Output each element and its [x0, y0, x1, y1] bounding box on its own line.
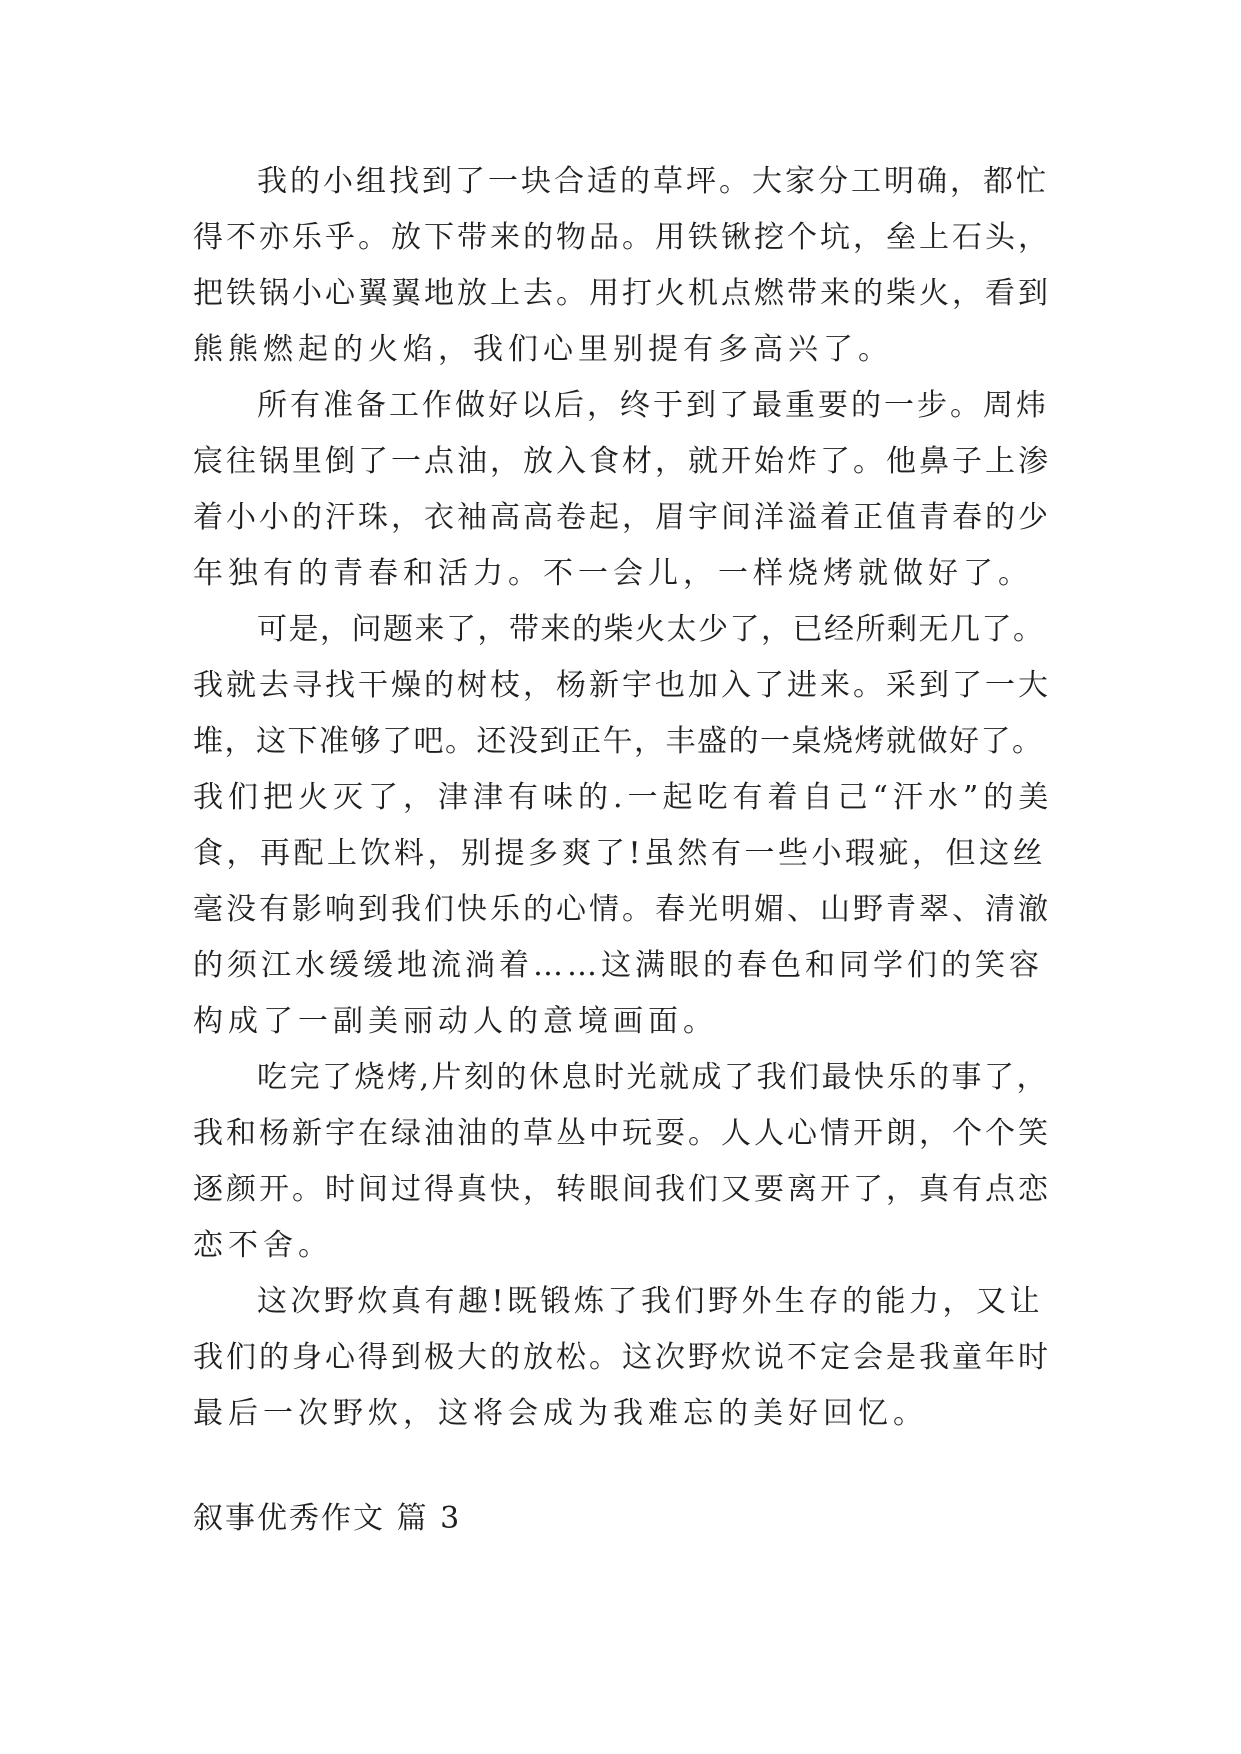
- text-line: 堆，这下准够了吧。还没到正午，丰盛的一桌烧烤就做好了。: [193, 724, 1044, 759]
- text-line: 我们把火灭了，津津有味的.一起吃有着自己“汗水”的美: [193, 780, 1054, 815]
- text-line: 我们的身心得到极大的放松。这次野炊说不定会是我童年时: [193, 1340, 1051, 1375]
- text-line: 我和杨新宇在绿油油的草丛中玩耍。人人心情开朗，个个笑: [193, 1116, 1051, 1151]
- text-line: 最后一次野炊，这将会成为我难忘的美好回忆。: [193, 1396, 928, 1431]
- paragraph-3: [193, 602, 1053, 1050]
- text-line: 宸往锅里倒了一点油，放入食材，就开始炸了。他鼻子上渗: [193, 444, 1051, 479]
- paragraph-2: [193, 378, 1053, 602]
- text-line: 构成了一副美丽动人的意境画面。: [193, 1004, 718, 1039]
- paragraph-5: [193, 1274, 1053, 1442]
- paragraph-1: [193, 154, 1053, 378]
- text-line: 这次野炊真有趣!既锻炼了我们野外生存的能力，又让: [257, 1284, 1044, 1319]
- text-line: 年独有的青春和活力。不一会儿，一样烧烤就做好了。: [193, 556, 1033, 591]
- text-line: 熊熊燃起的火焰，我们心里别提有多高兴了。: [193, 332, 893, 367]
- text-line: 吃完了烧烤,片刻的休息时光就成了我们最快乐的事了，: [257, 1060, 1050, 1095]
- essay-body: [193, 154, 1053, 1442]
- text-line: 所有准备工作做好以后，终于到了最重要的一步。周炜: [257, 388, 1049, 423]
- text-line: 可是，问题来了，带来的柴火太少了，已经所剩无几了。: [257, 612, 1045, 647]
- text-line: 着小小的汗珠，衣袖高高卷起，眉宇间洋溢着正值青春的少: [193, 500, 1051, 535]
- text-line: 我就去寻找干燥的树枝，杨新宇也加入了进来。采到了一大: [193, 668, 1051, 703]
- text-line: 逐颜开。时间过得真快，转眼间我们又要离开了，真有点恋: [193, 1172, 1051, 1207]
- text-line: 恋不舍。: [193, 1228, 333, 1263]
- section-heading: 叙事优秀作文 篇 3: [193, 1501, 462, 1536]
- text-line: 把铁锅小心翼翼地放上去。用打火机点燃带来的柴火，看到: [193, 276, 1051, 311]
- paragraph-4: [193, 1050, 1053, 1274]
- text-line: 毫没有影响到我们快乐的心情。春光明媚、山野青翠、清澈: [193, 892, 1051, 927]
- text-line: 得不亦乐乎。放下带来的物品。用铁锹挖个坑，垒上石头，: [193, 220, 1051, 255]
- text-line: 食，再配上饮料，别提多爽了!虽然有一些小瑕疵，但这丝: [193, 836, 1047, 871]
- text-line: 我的小组找到了一块合适的草坪。大家分工明确，都忙: [257, 164, 1049, 199]
- text-line: 的须江水缓缓地流淌着……这满眼的春色和同学们的笑容: [193, 948, 1043, 983]
